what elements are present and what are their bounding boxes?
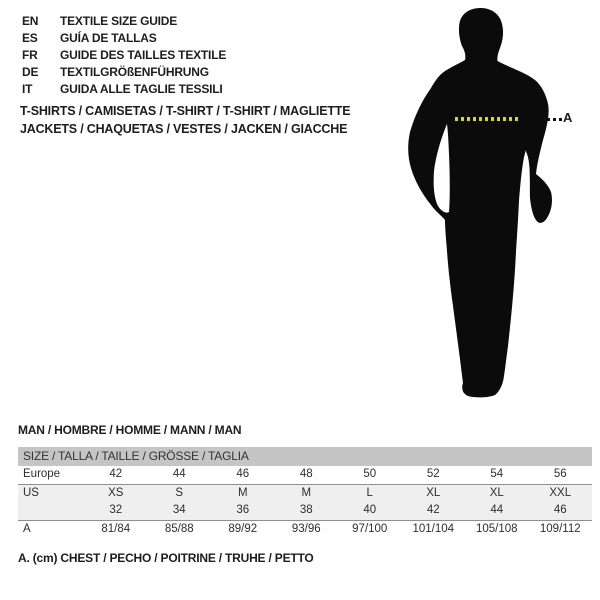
table-cell: 44 (172, 468, 186, 480)
table-row-europe (18, 466, 592, 485)
table-cell: L (366, 486, 373, 499)
row-label: US (23, 486, 39, 499)
table-cell: XXL (549, 486, 572, 499)
language-row-es (22, 30, 226, 47)
table-cell: 48 (299, 468, 313, 480)
language-code: EN (22, 14, 39, 28)
language-row-en (22, 13, 226, 30)
table-cell: 93/96 (291, 522, 321, 535)
table-row-row2 (18, 502, 592, 521)
measure-label-a: A (563, 110, 573, 125)
row-label: Europe (23, 468, 61, 480)
language-label: TEXTILGRÖßENFÜHRUNG (60, 65, 209, 79)
language-label: GUIDA ALLE TAGLIE TESSILI (60, 82, 223, 96)
table-cell: 89/92 (228, 522, 258, 535)
language-row-de (22, 64, 226, 81)
size-figure (405, 6, 580, 400)
table-cell: 56 (553, 468, 567, 480)
table-cell: 42 (426, 504, 440, 516)
language-row-it (22, 81, 226, 98)
table-cell: M (301, 486, 312, 499)
table-cell: S (175, 486, 184, 499)
chest-footnote: A. (cm) CHEST / PECHO / POITRINE / TRUHE / PETTO (18, 551, 314, 565)
table-row-us (18, 485, 592, 503)
language-label: TEXTILE SIZE GUIDE (60, 14, 178, 28)
table-cell: 46 (236, 468, 250, 480)
table-cell: XL (426, 486, 441, 499)
chest-measure-dashes (455, 117, 519, 121)
table-cell: 97/100 (352, 522, 388, 535)
table-cell: 85/88 (164, 522, 194, 535)
table-cell: XS (108, 486, 124, 499)
size-table-header: SIZE / TALLA / TAILLE / GRÖSSE / TAGLIA (18, 447, 592, 466)
table-cell: 36 (236, 504, 250, 516)
table-cell: 109/112 (539, 522, 581, 535)
language-list (22, 13, 226, 98)
category-jackets: JACKETS / CHAQUETAS / VESTES / JACKEN / GIACCHE (20, 122, 348, 136)
table-cell: 105/108 (475, 522, 518, 535)
man-silhouette (405, 6, 580, 400)
table-cell: 38 (299, 504, 313, 516)
language-code: FR (22, 48, 38, 62)
language-code: ES (22, 31, 38, 45)
language-code: IT (22, 82, 33, 96)
table-cell: 52 (426, 468, 440, 480)
measure-leader-dashes (547, 118, 562, 121)
table-cell: 44 (490, 504, 504, 516)
table-cell: 50 (363, 468, 377, 480)
language-code: DE (22, 65, 39, 79)
language-label: GUIDE DES TAILLES TEXTILE (60, 48, 227, 62)
row-label: A (23, 522, 31, 535)
table-cell: 54 (490, 468, 504, 480)
category-lines (20, 102, 350, 138)
language-row-fr (22, 47, 226, 64)
category-tshirts: T-SHIRTS / CAMISETAS / T-SHIRT / T-SHIRT / MAGLIETTE (20, 104, 351, 118)
section-title-man: MAN / HOMBRE / HOMME / MANN / MAN (18, 423, 242, 437)
table-cell: 42 (109, 468, 123, 480)
table-cell: XL (489, 486, 504, 499)
table-cell: 81/84 (101, 522, 131, 535)
table-row-a (18, 521, 592, 539)
table-cell: 40 (363, 504, 377, 516)
size-table-body (18, 466, 592, 538)
table-cell: 32 (109, 504, 123, 516)
size-table (18, 447, 592, 538)
table-cell: 101/104 (412, 522, 455, 535)
table-cell: 34 (172, 504, 186, 516)
table-cell: 46 (553, 504, 567, 516)
table-cell: M (237, 486, 248, 499)
language-label: GUÍA DE TALLAS (60, 31, 157, 45)
